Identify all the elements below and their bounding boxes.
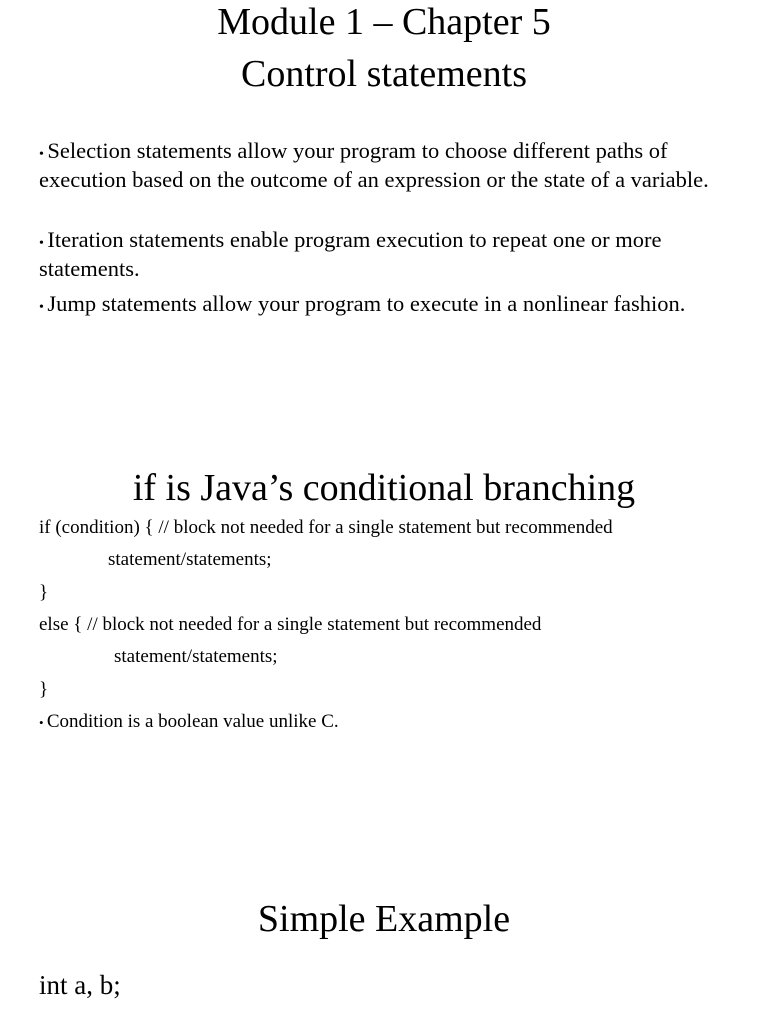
code-line: int a, b;	[39, 970, 121, 1000]
slide2-title: if is Java’s conditional branching	[132, 467, 636, 509]
bullet-jump: • Jump statements allow your program to execute in a nonlinear fashion.	[39, 291, 686, 316]
bullet-iteration: • Iteration statements enable program execution to repeat one or more statements.	[39, 227, 662, 281]
code-line: if (condition) { // block not needed for a single statement but recommended	[39, 517, 613, 538]
code-line: else { // block not needed for a single statement but recommended	[39, 614, 542, 635]
bullet-text: Jump statements allow your program to execute in a nonlinear fashion.	[47, 291, 686, 316]
slide1-title-line1: Module 1 – Chapter 5	[217, 1, 551, 43]
code-line: statement/statements;	[108, 549, 272, 570]
code-line: }	[39, 679, 49, 700]
bullet-selection: • Selection statements allow your program to choose different paths of execution based on the outcome of an expression or the state of a variable.	[39, 138, 709, 192]
bullet-text: Condition is a boolean value unlike C.	[46, 711, 339, 732]
code-line: }	[39, 582, 49, 603]
slide1-title-line2: Control statements	[240, 53, 528, 95]
bullet-condition: • Condition is a boolean value unlike C.	[39, 711, 339, 732]
bullet-text: Selection statements allow your program to choose different paths of execution based on the outcome of an expression or the state of a variable.	[39, 138, 709, 192]
code-line: statement/statements;	[114, 646, 278, 667]
bullet-text: Iteration statements enable program execution to repeat one or more statements.	[39, 227, 662, 281]
slide3-title: Simple Example	[257, 898, 511, 940]
